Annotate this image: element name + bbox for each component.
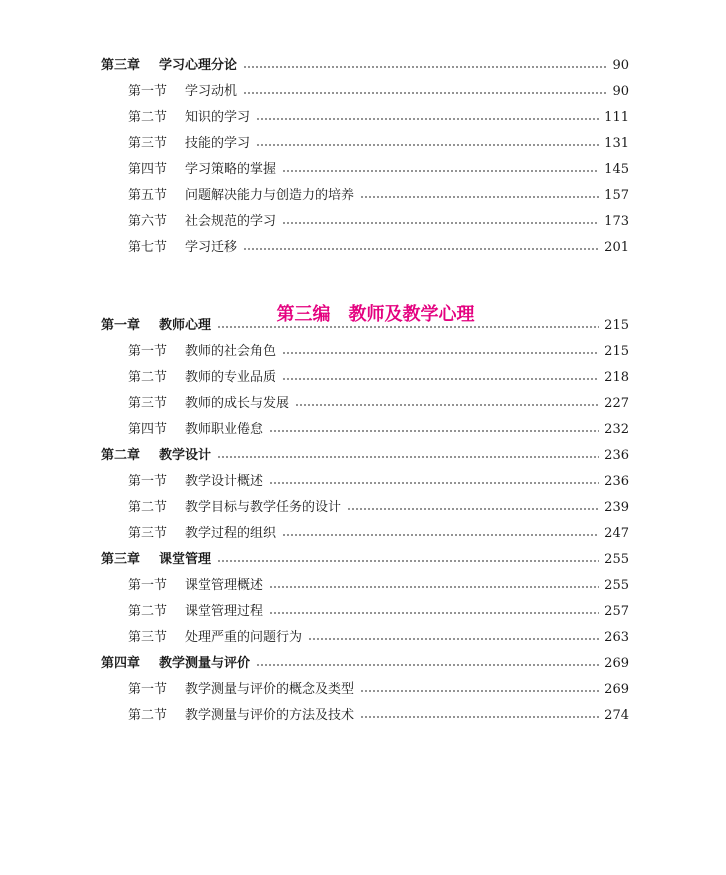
page-number: 90: [612, 84, 629, 99]
section-title: 课堂管理过程: [185, 604, 264, 619]
section-number: 第七节: [128, 240, 168, 255]
toc-section-row[interactable]: [128, 212, 629, 232]
toc-section-row[interactable]: [128, 82, 629, 102]
section-number: 第五节: [128, 188, 168, 203]
dot-leader: [360, 690, 599, 692]
dot-leader: [243, 92, 607, 94]
section-number: 第三节: [128, 396, 168, 411]
toc-section-row[interactable]: [128, 472, 629, 492]
section-title: 教师的社会角色: [185, 344, 277, 359]
section-title: 教学过程的组织: [185, 526, 277, 541]
section-title: 课堂管理概述: [185, 578, 264, 593]
page-number: 236: [604, 448, 629, 463]
chapter-number: 第三章: [101, 58, 141, 73]
section-number: 第二节: [128, 708, 168, 723]
toc-section-row[interactable]: [128, 394, 629, 414]
toc-section-row[interactable]: [128, 342, 629, 362]
dot-leader: [256, 664, 599, 666]
toc-section-row[interactable]: [128, 524, 629, 544]
part-number: 第三编: [276, 304, 331, 325]
toc-chapter-row[interactable]: [101, 446, 629, 466]
section-title: 技能的学习: [185, 136, 251, 151]
section-title: 学习迁移: [185, 240, 238, 255]
toc-chapter-row[interactable]: [101, 316, 629, 336]
dot-leader: [295, 404, 599, 406]
dot-leader: [347, 508, 599, 510]
page-number: 232: [604, 422, 629, 437]
toc-section-row[interactable]: [128, 680, 629, 700]
page-number: 236: [604, 474, 629, 489]
dot-leader: [217, 326, 599, 328]
dot-leader: [243, 66, 607, 68]
page-number: 255: [604, 552, 629, 567]
page-number: 239: [604, 500, 629, 515]
section-number: 第一节: [128, 84, 168, 99]
dot-leader: [282, 378, 599, 380]
page-number: 215: [604, 318, 629, 333]
dot-leader: [269, 612, 599, 614]
toc-section-row[interactable]: [128, 706, 629, 726]
section-title: 学习策略的掌握: [185, 162, 277, 177]
page-number: 131: [604, 136, 629, 151]
section-number: 第四节: [128, 162, 168, 177]
chapter-number: 第二章: [101, 448, 141, 463]
page-number: 90: [612, 58, 629, 73]
dot-leader: [360, 716, 599, 718]
toc-section-row[interactable]: [128, 420, 629, 440]
section-number: 第四节: [128, 422, 168, 437]
toc-section-row[interactable]: [128, 108, 629, 128]
toc-section-row[interactable]: [128, 186, 629, 206]
dot-leader: [282, 352, 599, 354]
part-heading: [0, 276, 726, 325]
dot-leader: [217, 456, 599, 458]
section-number: 第三节: [128, 136, 168, 151]
toc-section-row[interactable]: [128, 498, 629, 518]
toc-chapter-row[interactable]: [101, 550, 629, 570]
dot-leader: [282, 170, 599, 172]
section-title: 知识的学习: [185, 110, 251, 125]
section-number: 第三节: [128, 630, 168, 645]
chapter-title: 学习心理分论: [159, 58, 238, 73]
page-number: 173: [604, 214, 629, 229]
page-number: 145: [604, 162, 629, 177]
section-number: 第二节: [128, 110, 168, 125]
toc-section-row[interactable]: [128, 134, 629, 154]
section-number: 第二节: [128, 604, 168, 619]
section-number: 第一节: [128, 578, 168, 593]
dot-leader: [282, 222, 599, 224]
page-number: 227: [604, 396, 629, 411]
dot-leader: [360, 196, 599, 198]
page-number: 255: [604, 578, 629, 593]
section-number: 第二节: [128, 500, 168, 515]
section-title: 教师的专业品质: [185, 370, 277, 385]
page-number: 274: [604, 708, 629, 723]
section-title: 教学目标与教学任务的设计: [185, 500, 342, 515]
section-number: 第一节: [128, 474, 168, 489]
chapter-title: 教师心理: [159, 318, 212, 333]
toc-section-row[interactable]: [128, 576, 629, 596]
page-number: 215: [604, 344, 629, 359]
part-title: 教师及教学心理: [348, 304, 475, 325]
page-number: 157: [604, 188, 629, 203]
section-title: 社会规范的学习: [185, 214, 277, 229]
dot-leader: [256, 118, 599, 120]
chapter-title: 教学测量与评价: [159, 656, 251, 671]
page-number: 218: [604, 370, 629, 385]
page-number: 263: [604, 630, 629, 645]
toc-section-row[interactable]: [128, 628, 629, 648]
chapter-number: 第一章: [101, 318, 141, 333]
dot-leader: [269, 430, 599, 432]
page-number: 269: [604, 656, 629, 671]
page-number: 201: [604, 240, 629, 255]
page-number: 111: [604, 110, 629, 125]
chapter-title: 教学设计: [159, 448, 212, 463]
section-title: 教学测量与评价的方法及技术: [185, 708, 355, 723]
section-title: 教学设计概述: [185, 474, 264, 489]
section-title: 教师的成长与发展: [185, 396, 290, 411]
toc-section-row[interactable]: [128, 602, 629, 622]
toc-section-row[interactable]: [128, 160, 629, 180]
section-title: 教师职业倦怠: [185, 422, 264, 437]
section-title: 问题解决能力与创造力的培养: [185, 188, 355, 203]
toc-section-row[interactable]: [128, 368, 629, 388]
section-number: 第二节: [128, 370, 168, 385]
dot-leader: [269, 586, 599, 588]
chapter-number: 第三章: [101, 552, 141, 567]
dot-leader: [217, 560, 599, 562]
section-number: 第一节: [128, 344, 168, 359]
section-title: 学习动机: [185, 84, 238, 99]
dot-leader: [308, 638, 599, 640]
dot-leader: [269, 482, 599, 484]
page-number: 269: [604, 682, 629, 697]
chapter-title: 课堂管理: [159, 552, 212, 567]
toc-section-row[interactable]: [128, 238, 629, 258]
dot-leader: [256, 144, 599, 146]
section-number: 第一节: [128, 682, 168, 697]
toc-chapter-row[interactable]: [101, 654, 629, 674]
toc-chapter-row[interactable]: [101, 56, 629, 76]
section-title: 教学测量与评价的概念及类型: [185, 682, 355, 697]
page-number: 247: [604, 526, 629, 541]
section-title: 处理严重的问题行为: [185, 630, 303, 645]
section-number: 第三节: [128, 526, 168, 541]
dot-leader: [282, 534, 599, 536]
dot-leader: [243, 248, 599, 250]
section-number: 第六节: [128, 214, 168, 229]
chapter-number: 第四章: [101, 656, 141, 671]
page-number: 257: [604, 604, 629, 619]
